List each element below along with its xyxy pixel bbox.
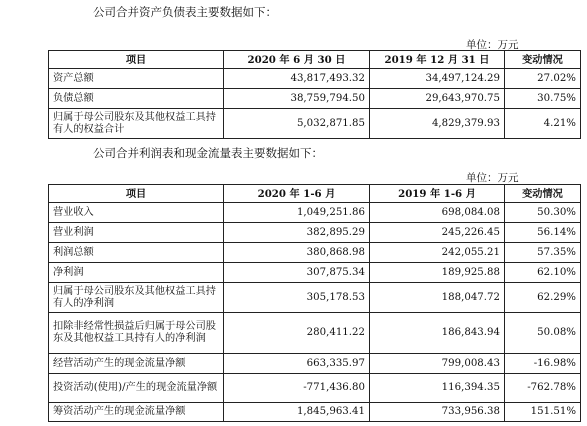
row-change: -762.78%: [505, 374, 581, 403]
row-label: 归属于母公司股东及其他权益工具持有人的权益合计: [49, 109, 224, 139]
row-label: 投资活动(使用)/产生的现金流量净额: [49, 374, 224, 403]
row-value-prior: 34,497,124.29: [370, 69, 505, 89]
row-value-current: 305,178.53: [224, 283, 370, 313]
row-value-prior: 186,843.94: [370, 313, 505, 354]
row-value-current: 663,335.97: [224, 354, 370, 374]
row-value-current: 1,049,251.86: [224, 203, 370, 223]
row-value-prior: 245,226.45: [370, 223, 505, 243]
header-period-prior: 2019 年 12 月 31 日: [370, 51, 505, 69]
income-cashflow-unit: 单位：万元: [466, 172, 519, 184]
row-label: 利润总额: [49, 243, 224, 263]
row-change: 50.08%: [505, 313, 581, 354]
row-change: 4.21%: [505, 109, 581, 139]
row-label: 经营活动产生的现金流量净额: [49, 354, 224, 374]
row-change: 62.29%: [505, 283, 581, 313]
row-change: 56.14%: [505, 223, 581, 243]
header-period-prior: 2019 年 1-6 月: [370, 185, 505, 203]
row-label: 筹资活动产生的现金流量净额: [49, 403, 224, 422]
row-value-prior: 29,643,970.75: [370, 89, 505, 109]
row-change: 151.51%: [505, 403, 581, 422]
header-period-current: 2020 年 1-6 月: [224, 185, 370, 203]
row-label: 营业利润: [49, 223, 224, 243]
row-value-prior: 4,829,379.93: [370, 109, 505, 139]
header-item: 项目: [49, 185, 224, 203]
row-value-current: 43,817,493.32: [224, 69, 370, 89]
row-label: 归属于母公司股东及其他权益工具持有人的净利润: [49, 283, 224, 313]
table-row: [49, 263, 581, 283]
row-label: 净利润: [49, 263, 224, 283]
row-label: 资产总额: [49, 69, 224, 89]
table-row: [49, 313, 581, 354]
row-value-current: 38,759,794.50: [224, 89, 370, 109]
table-row: [49, 109, 581, 139]
row-value-prior: 189,925.88: [370, 263, 505, 283]
row-value-current: 307,875.34: [224, 263, 370, 283]
row-value-current: 380,868.98: [224, 243, 370, 263]
header-change: 变动情况: [505, 185, 581, 203]
row-change: 62.10%: [505, 263, 581, 283]
table-row: [49, 89, 581, 109]
row-change: 30.75%: [505, 89, 581, 109]
row-value-current: 280,411.22: [224, 313, 370, 354]
row-label: 营业收入: [49, 203, 224, 223]
row-change: 27.02%: [505, 69, 581, 89]
table-row: [49, 203, 581, 223]
table-row: [49, 243, 581, 263]
table-row: [49, 374, 581, 403]
table-row: [49, 403, 581, 422]
row-change: -16.98%: [505, 354, 581, 374]
row-value-current: 382,895.29: [224, 223, 370, 243]
header-period-current: 2020 年 6 月 30 日: [224, 51, 370, 69]
row-value-current: -771,436.80: [224, 374, 370, 403]
table-header-row: [49, 185, 581, 203]
row-change: 57.35%: [505, 243, 581, 263]
table-row: [49, 354, 581, 374]
header-change: 变动情况: [505, 51, 581, 69]
balance-sheet-table: [48, 50, 581, 139]
row-value-prior: 116,394.35: [370, 374, 505, 403]
row-value-prior: 799,008.43: [370, 354, 505, 374]
row-value-prior: 242,055.21: [370, 243, 505, 263]
row-label: 负债总额: [49, 89, 224, 109]
row-change: 50.30%: [505, 203, 581, 223]
header-item: 项目: [49, 51, 224, 69]
table-row: [49, 223, 581, 243]
table-row: [49, 69, 581, 89]
income-cashflow-intro: 公司合并利润表和现金流量表主要数据如下：: [93, 146, 323, 160]
income-cashflow-table: [48, 184, 581, 422]
table-row: [49, 283, 581, 313]
table-header-row: [49, 51, 581, 69]
balance-sheet-intro: 公司合并资产负债表主要数据如下：: [93, 5, 277, 19]
row-value-current: 5,032,871.85: [224, 109, 370, 139]
row-value-prior: 733,956.38: [370, 403, 505, 422]
row-value-prior: 188,047.72: [370, 283, 505, 313]
balance-sheet-unit: 单位：万元: [466, 39, 519, 51]
row-value-prior: 698,084.08: [370, 203, 505, 223]
row-value-current: 1,845,963.41: [224, 403, 370, 422]
row-label: 扣除非经常性损益后归属于母公司股东及其他权益工具持有人的净利润: [49, 313, 224, 354]
